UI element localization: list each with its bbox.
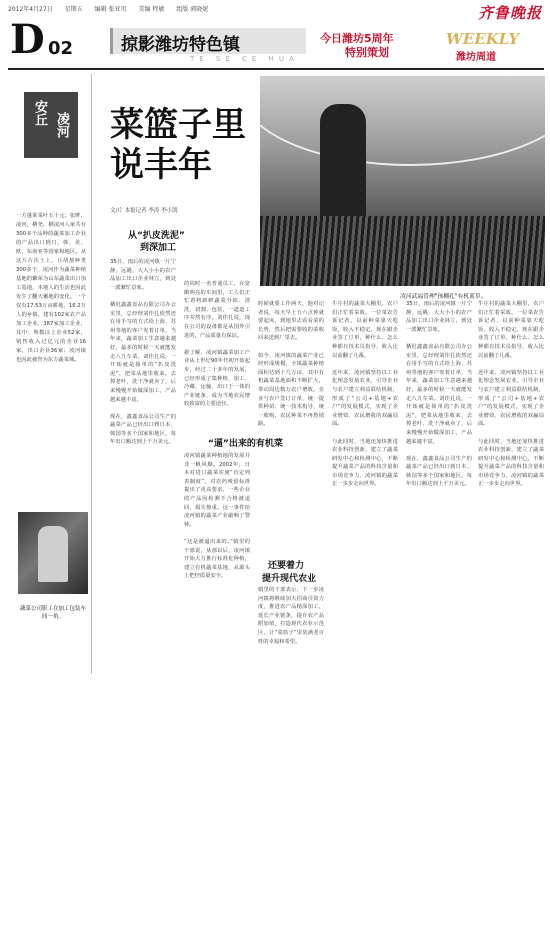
headline-line1: 菜篮子里 — [110, 105, 246, 145]
subhead-3-line1: 还要着力 — [268, 561, 305, 571]
subhead-1-line2: 到深加工 — [140, 243, 177, 253]
newspaper-logo: 齐鲁晚报 — [477, 4, 542, 22]
special-line1: 今日潍坊5周年 — [320, 32, 394, 45]
headline-line2: 说丰年 — [110, 145, 212, 185]
body-column-4: 牛庄村的蔬菜大棚里，农户们正忙着采收。一位菜农告诉记者，以前种菜靠天吃饭，收入不稳定，现在跟企业签了订单，种什么、怎么种都有技术员指导，收入比以前翻了几番。 近年来，凌河镇坚持以工业化理念发展农业，引导企业与农户建立利益联结机制，形成了“公司+基地+农户”的发展模式，实现了企业增效、农民增收的双赢局面。 与此同时，当地还加快推进农业科技创新，建立了蔬菜研发中心和检测中心，不断提升蔬菜产品的科技含量和市场竞争力，凌河镇的蔬菜正一步步走向世界。 — [332, 301, 398, 488]
page-number: 02 — [48, 38, 74, 59]
layout-text: 组版 郭晓妮 — [176, 6, 209, 13]
section-banner — [110, 28, 306, 54]
section-title: 掠影潍坊特色镇 — [121, 35, 240, 55]
sidebar-label-b: 凌河 — [54, 112, 69, 138]
main-photo-caption: 凌河武福管理"孩棚孔"有机蓝草。 — [400, 294, 487, 300]
body-column-2a: 的同时一名普通员工，在宽敞明亮的车间里，工人们正忙着将新鲜蔬菜分拣、清洗、切割、包装，一道道工序井然有序。刘佳扎说，现在公司的设备都是从国外引进的，产品质量有保证。 据了解，凌河镇蔬菜加工产业从上世纪90年代初开始起步，经过二十多年的发展，已经形成了集种植、加工、冷藏、运输、出口于一体的产业链条，成为当地农民增收致富的主要途径。 — [184, 281, 250, 408]
sidebar-photo — [18, 512, 88, 594]
column-divider — [91, 74, 92, 674]
sidebar-text: 一方蓬莱菜叶五十元；张畔，凌河，栖尧，栖凌河人家共有300多个品种的蔬菜加工企业的产品出口到日、韩、美、欧、东南亚等国家和地区。从这片片沃土上，丘胡葱种类300多个，凌河作为蔬菜种植基地的繁荣为山东蔬菜出口加工基地，本地人的生活也因此发生了翻天覆地的变化。一个仅有17.53万亩耕地、16.2万人的乡镇，建有102家农产品加工企业，387家加工企业，其中：规模以上企业52家，销售收入过亿元的企业16家，出口企业36家；凌河镇也因此被誉为东方蔬菜城。 — [16, 213, 86, 363]
body-column-3a: 时候就要工作两天，他对记者说，每天早上五六点钟就要起床，到地里去看看菜的长势，然后把需要收的菜收回来送到厂里去。 如今，凌河镇的蔬菜产业已经形成规模，全镇蔬菜种植面积达到十几万亩，其中有机蔬菜基地面积不断扩大，带动周边数万农户增收。企业与农户签订订单，统一提供种苗、统一技术指导、统一收购，农民种菜不再愁销路。 — [258, 301, 324, 428]
subhead-2: “逼”出来的有机菜 — [208, 439, 283, 449]
weekday-text: 星期五 — [64, 6, 83, 13]
body-column-3b: 镇里的干部表示，下一步凌河镇将继续加大招商引资力度，推进农产品精深加工，延长产业链条，提升农产品附加值，打造现代农业示范区，让“菜篮子”里装满老百姓的幸福和希望。 — [258, 587, 324, 645]
weekly-logo — [446, 30, 542, 62]
section-pinyin: TE SE CE HUA — [190, 55, 299, 63]
subhead-1-line1: 从“扒皮洗泥” — [128, 231, 185, 241]
weekly-en: WEEKLY — [446, 30, 520, 48]
sidebar-label-a: 安丘 — [32, 100, 47, 126]
header-rule — [8, 68, 544, 70]
date-text: 2012年4月27日 — [8, 6, 53, 13]
special-line2: 特别策划 — [345, 46, 389, 59]
body-column-2b: 凌河镇蔬菜种植地的发展并非一帆风顺。2002年，日本对进口蔬菜实施“肯定列表制度”，对农药残留标准提出了更高要求，一些企业的产品因检测不合格被退回，损失惨重。这一事件给凌河镇的蔬菜产业敲响了警钟。 “这是被逼出来的。”镇里的干部说，从那以后，凌河镇开始大力推行标准化种植，建立有机蔬菜基地，从源头上把控质量安全。 — [184, 453, 250, 580]
sidebar-photo-caption: 蔬菜公司职工在加工包装车间一角。 — [19, 606, 86, 620]
body-column-1: 35日，雨后的凌河镇一片宁静，远眺，大大小小的农产品加工出口企业林立，到处一派繁忙景象。 栖迟鑫鑫食品有限公司办公室里，总经理刘佳扎依然还在用手写的方式给上海、苏州等地的客户发着订单，当年来，蔬菜加工生意越来越好，最多的时候一天就能发走八九车菜。刘佳扎说，一开始就是简单的“扒皮洗泥”，把菜从地里收来，去掉老叶、洗干净就卖了，后来慢慢开始做深加工，产品越来越丰富。 现在，鑫鑫食品公司生产的蔬菜产品已经出口到日本、韩国等多个国家和地区，每年出口额达到上千万美元。 — [110, 259, 176, 446]
body-column-5: 35日，雨后的凌河镇一片宁静，远眺，大大小小的农产品加工出口企业林立，到处一派繁忙景象。 栖迟鑫鑫食品有限公司办公室里，总经理刘佳扎依然还在用手写的方式给上海、苏州等地的客户发着订单，当年来，蔬菜加工生意越来越好，最多的时候一天就能发走八九车菜。刘佳扎说，一开始就是简单的“扒皮洗泥”，把菜从地里收来，去掉老叶、洗干净就卖了，后来慢慢开始做深加工，产品越来越丰富。 现在，鑫鑫食品公司生产的蔬菜产品已经出口到日本、韩国等多个国家和地区，每年出口额达到上千万美元。 — [406, 301, 472, 488]
body-column-6: 牛庄村的蔬菜大棚里，农户们正忙着采收。一位菜农告诉记者，以前种菜靠天吃饭，收入不稳定，现在跟企业签了订单，种什么、怎么种都有技术员指导，收入比以前翻了几番。 近年来，凌河镇坚持以工业化理念发展农业，引导企业与农户建立利益联结机制，形成了“公司+基地+农户”的发展模式，实现了企业增效、农民增收的双赢局面。 与此同时，当地还加快推进农业科技创新，建立了蔬菜研发中心和检测中心，不断提升蔬菜产品的科技含量和市场竞争力，凌河镇的蔬菜正一步步走向世界。 — [478, 301, 544, 488]
weekly-cn: 潍坊周道 — [456, 52, 496, 63]
editor-text: 编辑 张亚男 — [94, 6, 127, 13]
headline — [110, 105, 246, 185]
byline: 文/片 本报记者 李涛 李小凯 — [110, 208, 178, 214]
date-line — [8, 4, 548, 14]
subhead-3-line2: 提升现代农业 — [262, 574, 317, 584]
page-letter: D — [10, 16, 45, 63]
designer-text: 美编 程敏 — [138, 6, 165, 13]
sidebar-label-box — [24, 92, 78, 158]
main-photo — [260, 76, 545, 286]
